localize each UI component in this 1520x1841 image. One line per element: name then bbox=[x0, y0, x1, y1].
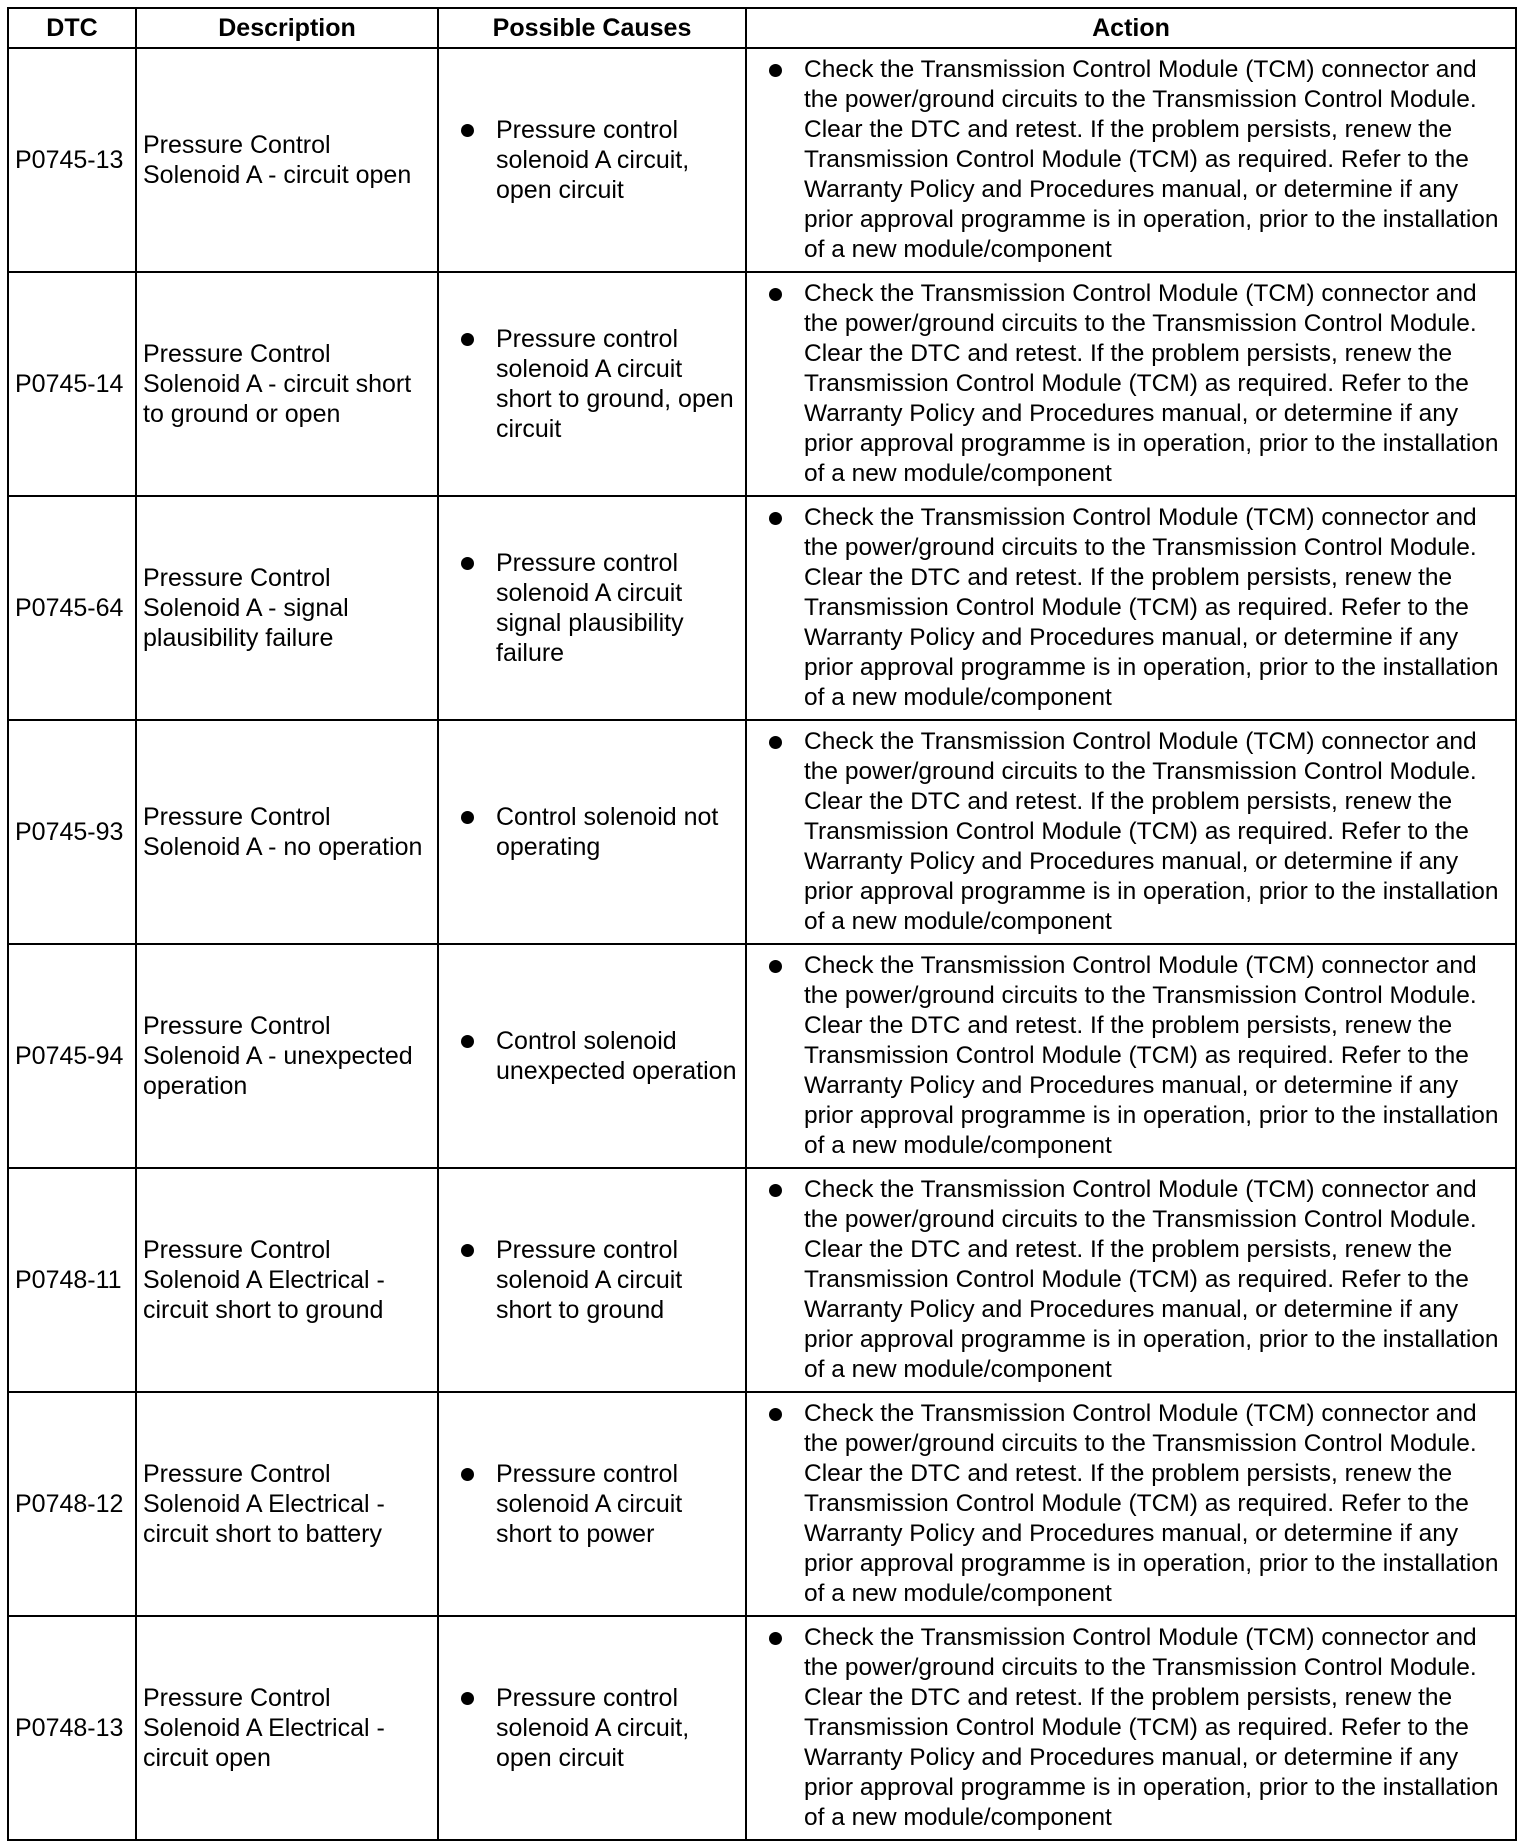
description: Pressure Control Solenoid A Electrical - circuit short to ground bbox=[136, 1168, 438, 1392]
table-row bbox=[8, 720, 1516, 944]
bullet-icon bbox=[461, 1244, 474, 1257]
action-text: Check the Transmission Control Module (TCM) connector and the power/ground circuits to the Transmission Control Module. Clear the DTC and retest. If the problem persists, renew the Transmission Control Module (TCM) as required. Refer to the Warranty Policy and Procedures manual, or determine if any prior approval programme is in operation, prior to the installation of a new module/component bbox=[804, 1400, 1499, 1607]
action bbox=[746, 944, 1516, 1168]
action bbox=[746, 48, 1516, 272]
description: Pressure Control Solenoid A - no operation bbox=[136, 720, 438, 944]
dtc-code: P0745-14 bbox=[8, 272, 136, 496]
action bbox=[746, 1168, 1516, 1392]
dtc-table-container bbox=[7, 7, 1517, 1841]
action bbox=[746, 1616, 1516, 1840]
bullet-icon bbox=[769, 1408, 782, 1421]
action bbox=[746, 496, 1516, 720]
dtc-table bbox=[7, 7, 1517, 1841]
action bbox=[746, 272, 1516, 496]
bullet-icon bbox=[769, 64, 782, 77]
bullet-icon bbox=[461, 333, 474, 346]
description: Pressure Control Solenoid A - signal plausibility failure bbox=[136, 496, 438, 720]
bullet-icon bbox=[461, 557, 474, 570]
action-text: Check the Transmission Control Module (TCM) connector and the power/ground circuits to the Transmission Control Module. Clear the DTC and retest. If the problem persists, renew the Transmission Control Module (TCM) as required. Refer to the Warranty Policy and Procedures manual, or determine if any prior approval programme is in operation, prior to the installation of a new module/component bbox=[804, 1176, 1499, 1383]
dtc-code: P0748-11 bbox=[8, 1168, 136, 1392]
description: Pressure Control Solenoid A - circuit open bbox=[136, 48, 438, 272]
bullet-icon bbox=[461, 124, 474, 137]
action bbox=[746, 1392, 1516, 1616]
header-dtc: DTC bbox=[8, 8, 136, 48]
cause-text: Pressure control solenoid A circuit short to power bbox=[496, 1460, 683, 1548]
action-text: Check the Transmission Control Module (TCM) connector and the power/ground circuits to the Transmission Control Module. Clear the DTC and retest. If the problem persists, renew the Transmission Control Module (TCM) as required. Refer to the Warranty Policy and Procedures manual, or determine if any prior approval programme is in operation, prior to the installation of a new module/component bbox=[804, 952, 1499, 1159]
dtc-code: P0745-13 bbox=[8, 48, 136, 272]
cause-text: Pressure control solenoid A circuit short to ground bbox=[496, 1236, 683, 1324]
bullet-icon bbox=[769, 736, 782, 749]
table-row bbox=[8, 944, 1516, 1168]
table-row bbox=[8, 496, 1516, 720]
cause-text: Pressure control solenoid A circuit signal plausibility failure bbox=[496, 549, 684, 667]
description: Pressure Control Solenoid A - unexpected operation bbox=[136, 944, 438, 1168]
header-description: Description bbox=[136, 8, 438, 48]
table-row bbox=[8, 1168, 1516, 1392]
header-row bbox=[8, 8, 1516, 48]
dtc-code: P0748-12 bbox=[8, 1392, 136, 1616]
table-row bbox=[8, 1616, 1516, 1840]
bullet-icon bbox=[461, 811, 474, 824]
action bbox=[746, 720, 1516, 944]
cause-text: Pressure control solenoid A circuit, open circuit bbox=[496, 116, 690, 204]
action-text: Check the Transmission Control Module (TCM) connector and the power/ground circuits to the Transmission Control Module. Clear the DTC and retest. If the problem persists, renew the Transmission Control Module (TCM) as required. Refer to the Warranty Policy and Procedures manual, or determine if any prior approval programme is in operation, prior to the installation of a new module/component bbox=[804, 56, 1499, 263]
cause-text: Pressure control solenoid A circuit short to ground, open circuit bbox=[496, 325, 734, 443]
bullet-icon bbox=[769, 1184, 782, 1197]
description: Pressure Control Solenoid A - circuit short to ground or open bbox=[136, 272, 438, 496]
bullet-icon bbox=[461, 1468, 474, 1481]
action-text: Check the Transmission Control Module (TCM) connector and the power/ground circuits to the Transmission Control Module. Clear the DTC and retest. If the problem persists, renew the Transmission Control Module (TCM) as required. Refer to the Warranty Policy and Procedures manual, or determine if any prior approval programme is in operation, prior to the installation of a new module/component bbox=[804, 1624, 1499, 1831]
bullet-icon bbox=[769, 512, 782, 525]
table-row bbox=[8, 1392, 1516, 1616]
table-row bbox=[8, 48, 1516, 272]
possible-cause bbox=[438, 1392, 746, 1616]
possible-cause bbox=[438, 496, 746, 720]
possible-cause bbox=[438, 48, 746, 272]
action-text: Check the Transmission Control Module (TCM) connector and the power/ground circuits to the Transmission Control Module. Clear the DTC and retest. If the problem persists, renew the Transmission Control Module (TCM) as required. Refer to the Warranty Policy and Procedures manual, or determine if any prior approval programme is in operation, prior to the installation of a new module/component bbox=[804, 504, 1499, 711]
bullet-icon bbox=[769, 288, 782, 301]
description: Pressure Control Solenoid A Electrical - circuit short to battery bbox=[136, 1392, 438, 1616]
header-action: Action bbox=[746, 8, 1516, 48]
header-possible-causes: Possible Causes bbox=[438, 8, 746, 48]
cause-text: Control solenoid not operating bbox=[496, 803, 719, 861]
dtc-code: P0745-93 bbox=[8, 720, 136, 944]
bullet-icon bbox=[461, 1692, 474, 1705]
possible-cause bbox=[438, 272, 746, 496]
dtc-code: P0745-94 bbox=[8, 944, 136, 1168]
description: Pressure Control Solenoid A Electrical - circuit open bbox=[136, 1616, 438, 1840]
cause-text: Control solenoid unexpected operation bbox=[496, 1027, 737, 1085]
dtc-code: P0745-64 bbox=[8, 496, 136, 720]
action-text: Check the Transmission Control Module (TCM) connector and the power/ground circuits to the Transmission Control Module. Clear the DTC and retest. If the problem persists, renew the Transmission Control Module (TCM) as required. Refer to the Warranty Policy and Procedures manual, or determine if any prior approval programme is in operation, prior to the installation of a new module/component bbox=[804, 280, 1499, 487]
dtc-code: P0748-13 bbox=[8, 1616, 136, 1840]
bullet-icon bbox=[461, 1035, 474, 1048]
table-row bbox=[8, 272, 1516, 496]
action-text: Check the Transmission Control Module (TCM) connector and the power/ground circuits to the Transmission Control Module. Clear the DTC and retest. If the problem persists, renew the Transmission Control Module (TCM) as required. Refer to the Warranty Policy and Procedures manual, or determine if any prior approval programme is in operation, prior to the installation of a new module/component bbox=[804, 728, 1499, 935]
bullet-icon bbox=[769, 1632, 782, 1645]
possible-cause bbox=[438, 1168, 746, 1392]
cause-text: Pressure control solenoid A circuit, open circuit bbox=[496, 1684, 690, 1772]
bullet-icon bbox=[769, 960, 782, 973]
possible-cause bbox=[438, 720, 746, 944]
possible-cause bbox=[438, 944, 746, 1168]
possible-cause bbox=[438, 1616, 746, 1840]
